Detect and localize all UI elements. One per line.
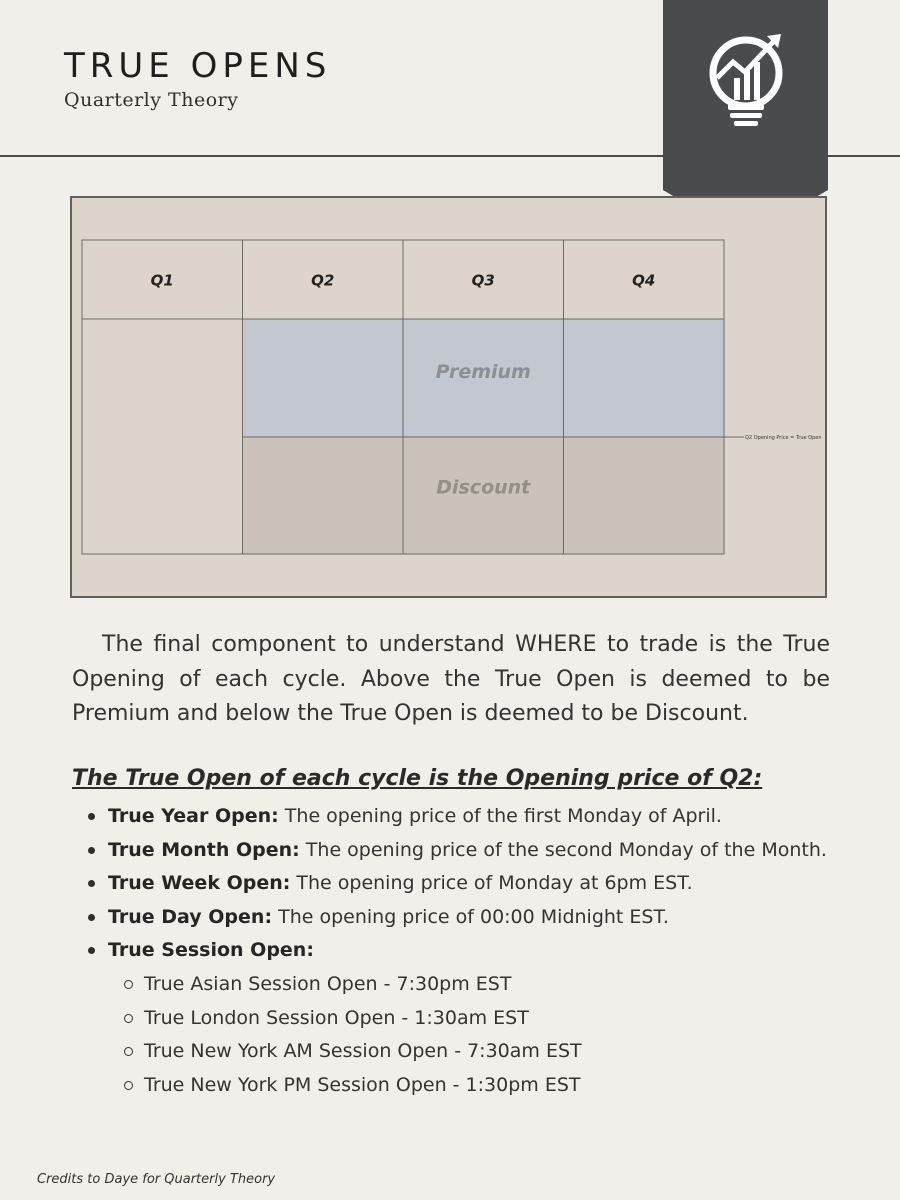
- list-item-term: True Week Open:: [108, 872, 291, 895]
- list-item-desc: The opening price of 00:00 Midnight EST.: [272, 905, 669, 928]
- quarter-label-q3: Q3: [471, 271, 495, 290]
- quarter-grid: [72, 198, 829, 600]
- session-item: True New York AM Session Open - 7:30am EST: [144, 1035, 830, 1069]
- quarter-label-q1: Q1: [150, 271, 174, 290]
- list-item: [108, 901, 830, 935]
- page-subtitle: Quarterly Theory: [64, 89, 239, 111]
- premium-label: Premium: [435, 361, 531, 383]
- session-item: True Asian Session Open - 7:30pm EST: [144, 968, 830, 1002]
- list-item-term: True Month Open:: [108, 838, 300, 861]
- list-item-term: True Year Open:: [108, 805, 279, 827]
- intro-paragraph: The final component to understand WHERE to trade is the True Opening of each cycle. Above the True Open is deemed to be Premium and below the True Open is deemed to be Discount.: [72, 632, 830, 726]
- true-open-annotation: Q2 Opening Price = True Open: [745, 435, 822, 441]
- discount-label: Discount: [436, 476, 531, 499]
- session-item: True New York PM Session Open - 1:30pm EST: [144, 1069, 830, 1103]
- list-item-desc: The opening price of Monday at 6pm EST.: [290, 872, 693, 895]
- true-opens-list: [108, 800, 830, 1102]
- list-item: [108, 834, 830, 868]
- session-item: True London Session Open - 1:30am EST: [144, 1002, 830, 1036]
- page-title: TRUE OPENS: [64, 46, 332, 86]
- list-item: [108, 934, 830, 1102]
- quarter-label-q2: Q2: [311, 271, 335, 290]
- list-item-term: True Day Open:: [108, 905, 273, 928]
- list-item-term: True Session Open:: [108, 939, 314, 962]
- section-heading: The True Open of each cycle is the Opening price of Q2:: [72, 766, 763, 791]
- quarterly-diagram: [70, 196, 827, 598]
- list-item-desc: The opening price of the second Monday of the Month.: [299, 838, 827, 861]
- list-item-desc: The opening price of the first Monday of April.: [278, 805, 722, 827]
- credits-text: Credits to Daye for Quarterly Theory: [37, 1172, 276, 1187]
- list-item: [108, 867, 830, 901]
- session-sublist: [108, 968, 830, 1102]
- list-item: [108, 800, 830, 834]
- quarter-label-q4: Q4: [632, 271, 656, 290]
